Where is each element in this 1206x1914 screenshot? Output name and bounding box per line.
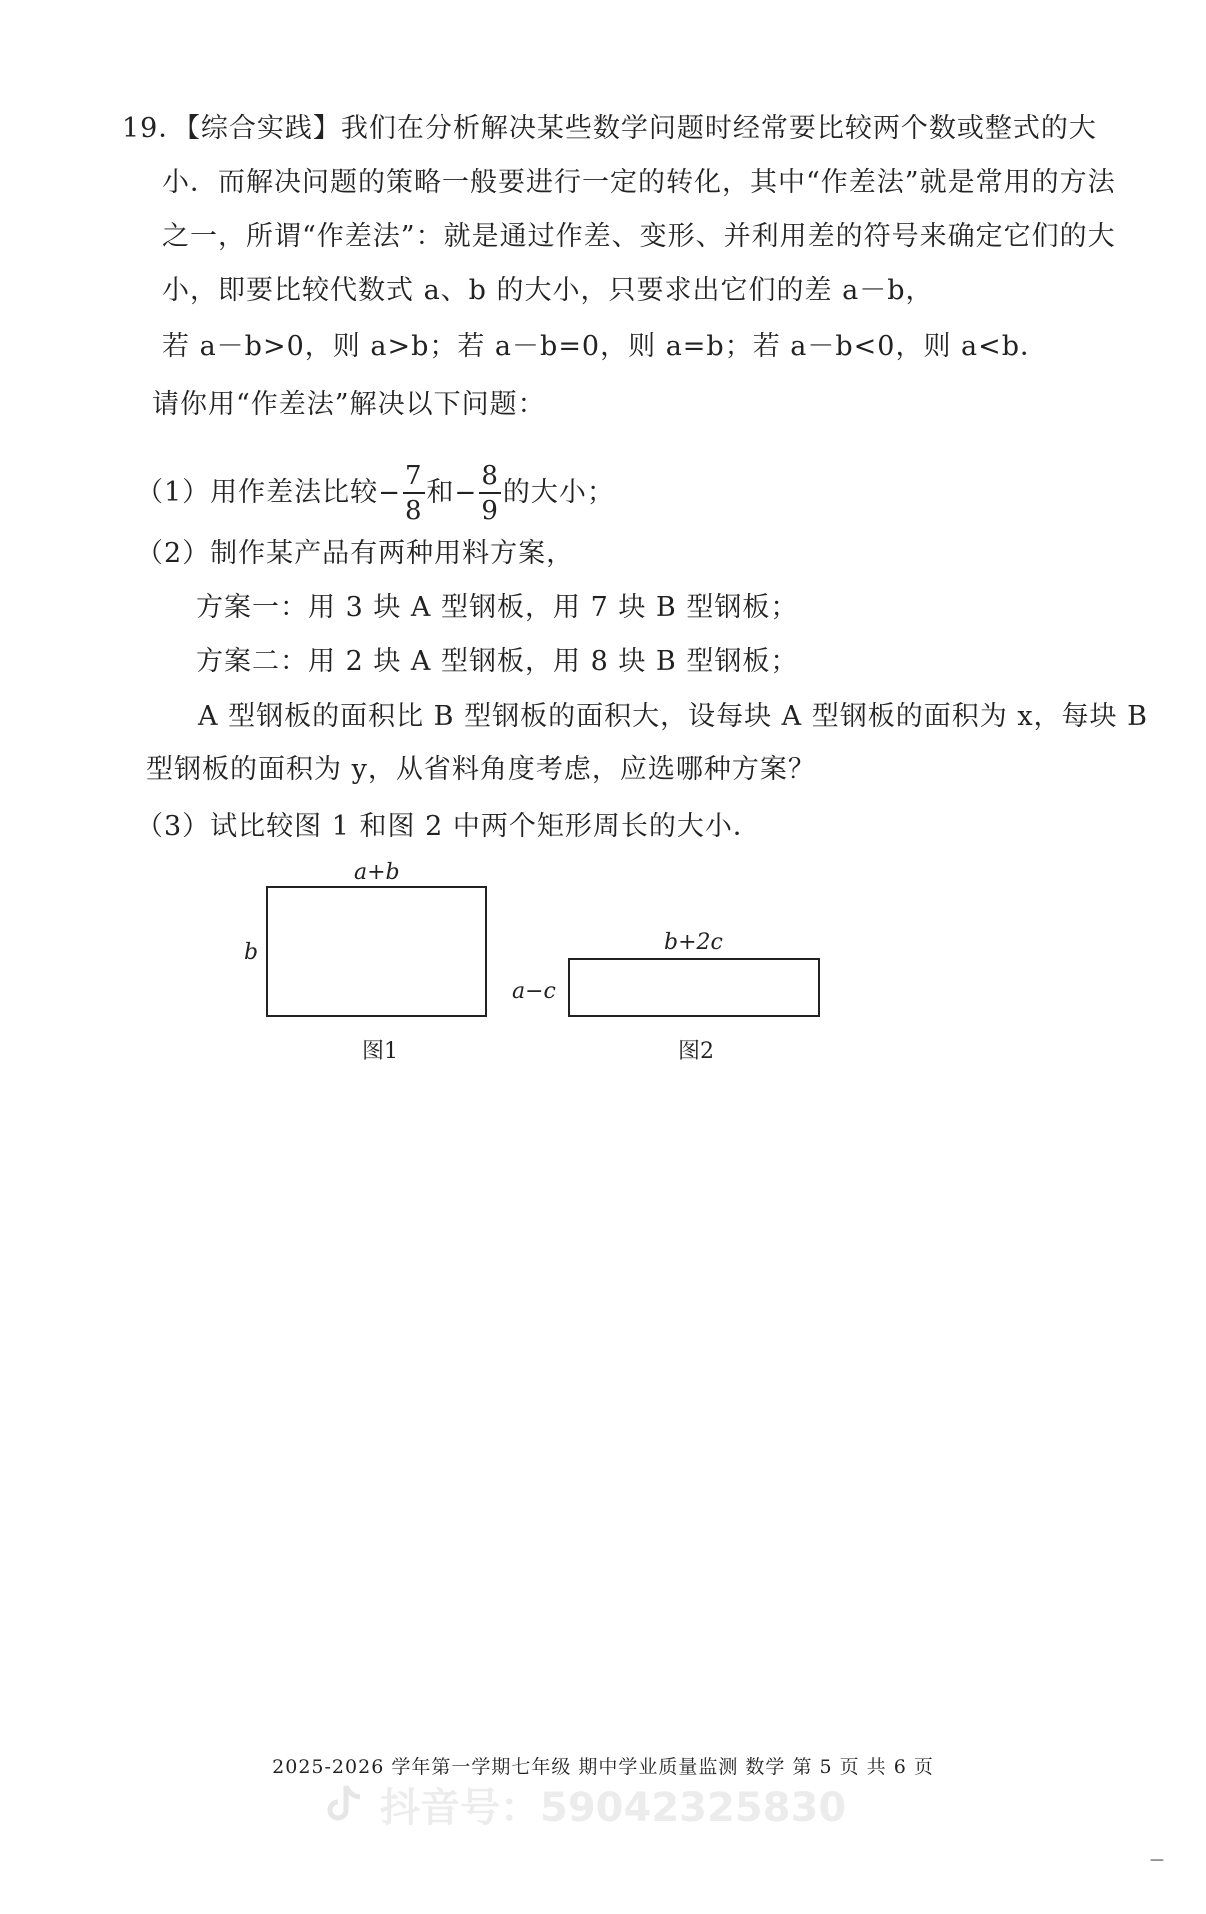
page-footer: 2025-2026 学年第一学期七年级 期中学业质量监测 数学 第 5 页 共 6 页 (272, 1756, 934, 1778)
part3-text: （3）试比较图 1 和图 2 中两个矩形周长的大小． (136, 811, 761, 842)
part1-prefix: （1）用作差法比较 (136, 477, 379, 508)
part2-condition-2: 型钢板的面积为 y，从省料角度考虑，应选哪种方案？ (146, 754, 816, 785)
watermark-text: 抖音号：59042325830 (380, 1785, 847, 1831)
figure1-rectangle (266, 886, 487, 1017)
question-number: 19． (122, 113, 187, 144)
question-intro-1: 我们在分析解决某些数学问题时经常要比较两个数或整式的大 (340, 113, 1097, 144)
fraction2-denominator: 9 (481, 496, 499, 526)
part2-plan1: 方案一：用 3 块 A 型钢板，用 7 块 B 型钢板； (196, 592, 799, 623)
fraction-seven-eighths (403, 463, 425, 524)
part1-suffix: 的大小； (502, 477, 615, 508)
figure2-caption: 图2 (678, 1039, 714, 1064)
corner-mark: — (1150, 1852, 1164, 1868)
part2-condition-1: A 型钢板的面积比 B 型钢板的面积大，设每块 A 型钢板的面积为 x，每块 B (198, 701, 1148, 732)
question-instruction: 请你用“作差法”解决以下问题： (152, 389, 546, 420)
part1-line (136, 458, 615, 538)
question-intro-5: 若 a－b>0，则 a>b；若 a－b=0，则 a=b；若 a－b<0，则 a<b． (162, 331, 1049, 362)
question-line-1 (122, 112, 1097, 146)
question-intro-2: 小．而解决问题的策略一般要进行一定的转化，其中“作差法”就是常用的方法 (162, 167, 1116, 198)
fraction1-denominator: 8 (404, 496, 423, 526)
figure2-side-label: a−c (512, 979, 556, 1004)
figure1-top-label: a+b (354, 860, 400, 885)
question-intro-3: 之一，所谓“作差法”：就是通过作差、变形、并利用差的符号来确定它们的大 (162, 221, 1116, 252)
figure1-caption: 图1 (362, 1039, 398, 1064)
douyin-logo-icon (320, 1780, 368, 1828)
fraction1-numerator: 7 (403, 463, 425, 494)
figure2-rectangle (568, 958, 820, 1017)
fraction1-sign: − (378, 478, 401, 508)
part2-intro: （2）制作某产品有两种用料方案， (136, 538, 575, 569)
figure2-top-label: b+2c (664, 930, 723, 955)
part2-plan2: 方案二：用 2 块 A 型钢板，用 8 块 B 型钢板； (196, 646, 799, 677)
question-tag: 【综合实践】 (186, 113, 341, 144)
fraction2-numerator: 8 (479, 463, 501, 494)
fraction-eight-ninths (479, 463, 501, 524)
figure1-side-label: b (244, 940, 259, 965)
question-intro-4: 小，即要比较代数式 a、b 的大小，只要求出它们的差 a－b， (162, 275, 934, 306)
part1-mid: 和 (426, 477, 455, 508)
fraction2-sign: − (454, 478, 478, 508)
